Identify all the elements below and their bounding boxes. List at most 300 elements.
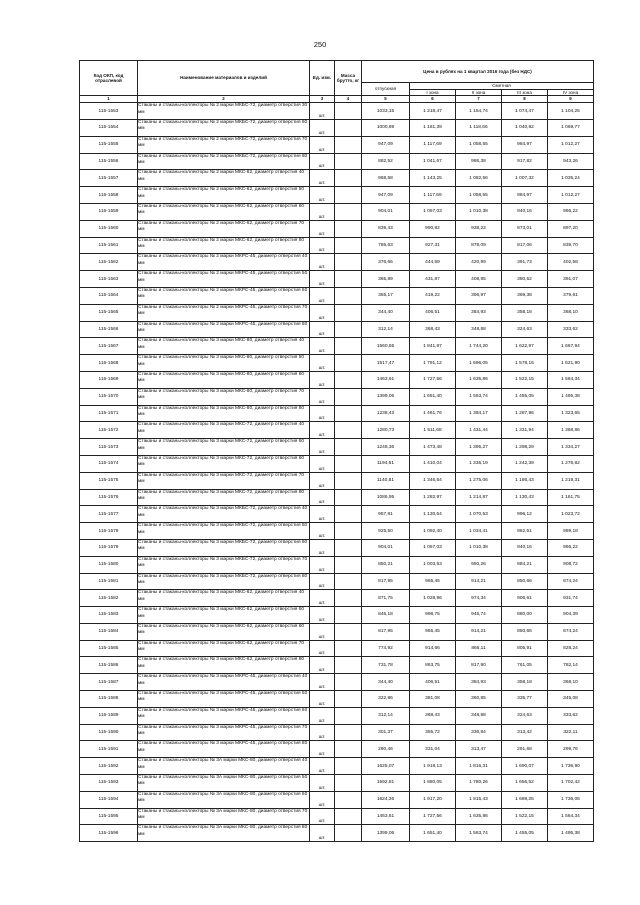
table-row (80, 556, 594, 573)
zone-1-price: 965,45 (410, 623, 456, 640)
item-mass (335, 825, 362, 842)
table-row (80, 170, 594, 187)
zone-2-price: 1 563,74 (456, 825, 502, 842)
table-row (80, 455, 594, 472)
item-unit: шт. (310, 724, 335, 741)
item-name: Стаканы и стаканы-коллекторы № 2 марки МКС-62, диаметр отверстия 70 мм (138, 220, 310, 237)
zone-3-price: 1 622,97 (502, 338, 548, 355)
item-mass (335, 187, 362, 204)
zone-1-price: 1 117,69 (410, 187, 456, 204)
item-mass (335, 657, 362, 674)
zone-2-price: 396,97 (456, 287, 502, 304)
item-mass (335, 489, 362, 506)
zone-2-price: 914,21 (456, 623, 502, 640)
header-zone-2: II зона (456, 89, 502, 96)
zone-1-price: 998,75 (410, 607, 456, 624)
item-unit: шт. (310, 153, 335, 170)
item-unit: шт. (310, 623, 335, 640)
zone-3-price: 291,68 (502, 741, 548, 758)
item-unit: шт. (310, 506, 335, 523)
item-name: Стаканы и стаканы-коллекторы № 2 марки МКБС-72, диаметр отверстия 70 мм (138, 136, 310, 153)
item-unit: шт. (310, 707, 335, 724)
item-mass (335, 724, 362, 741)
item-code: 115-1567 (80, 338, 138, 355)
item-code: 115-1571 (80, 405, 138, 422)
zone-2-price: 950,26 (456, 556, 502, 573)
zone-1-price: 1 067,03 (410, 539, 456, 556)
zone-1-price: 1 282,97 (410, 489, 456, 506)
item-unit: шт. (310, 287, 335, 304)
table-row (80, 791, 594, 808)
item-name: Стаканы и стаканы-коллекторы № 2 марки МКРС-45, диаметр отверстия 60 мм (138, 287, 310, 304)
item-name: Стаканы и стаканы-коллекторы № 2 марки МКБС-72, диаметр отверстия 60 мм (138, 119, 310, 136)
header-price-title: Цена в рублях на 1 квартал 2016 года (без НДС) (362, 61, 594, 83)
table-row (80, 321, 594, 338)
zone-2-price: 1 058,55 (456, 136, 502, 153)
table-header (80, 61, 594, 103)
release-price: 1000,89 (362, 119, 410, 136)
item-unit: шт. (310, 791, 335, 808)
zone-4-price: 1 012,27 (548, 136, 594, 153)
zone-1-price: 1 218,47 (410, 103, 456, 120)
zone-3-price: 335,77 (502, 691, 548, 708)
table-row (80, 691, 594, 708)
item-name: Стаканы и стаканы-коллекторы № 3 марки МКС-62, диаметр отверстия 40 мм (138, 590, 310, 607)
table-row (80, 338, 594, 355)
zone-2-price: 1 070,53 (456, 506, 502, 523)
item-name: Стаканы и стаканы-коллекторы № 2 марки МКБС-72, диаметр отверстия 30 мм (138, 103, 310, 120)
item-unit: шт. (310, 741, 335, 758)
item-code: 115-1568 (80, 355, 138, 372)
zone-2-price: 348,88 (456, 707, 502, 724)
header-mass: Масса брутто, кг (335, 61, 362, 96)
item-name: Стаканы и стаканы-коллекторы № 3А марки МКС-80, диаметр отверстия 40 мм (138, 758, 310, 775)
item-name: Стаканы и стаканы-коллекторы № 2 марки МКРС-45, диаметр отверстия 40 мм (138, 254, 310, 271)
zone-3-price: 1 287,96 (502, 405, 548, 422)
zone-2-price: 313,47 (456, 741, 502, 758)
zone-2-price: 1 384,17 (456, 405, 502, 422)
column-number: 5 (362, 96, 410, 103)
item-name: Стаканы и стаканы-коллекторы № 2 марки МКС-62, диаметр отверстия 40 мм (138, 170, 310, 187)
zone-4-price: 1 161,75 (548, 489, 594, 506)
zone-3-price: 1 074,47 (502, 103, 548, 120)
table-row (80, 775, 594, 792)
zone-2-price: 817,90 (456, 657, 502, 674)
zone-2-price: 1 816,31 (456, 758, 502, 775)
item-code: 115-1586 (80, 657, 138, 674)
zone-4-price: 1 012,27 (548, 187, 594, 204)
item-unit: шт. (310, 607, 335, 624)
zone-1-price: 1 651,40 (410, 388, 456, 405)
item-code: 115-1575 (80, 472, 138, 489)
item-unit: шт. (310, 405, 335, 422)
table-row (80, 136, 594, 153)
item-unit: шт. (310, 455, 335, 472)
item-name: Стаканы и стаканы-коллекторы № 3 марки МКС-80, диаметр отверстия 50 мм (138, 355, 310, 372)
table-row (80, 237, 594, 254)
item-code: 115-1565 (80, 304, 138, 321)
table-row (80, 808, 594, 825)
item-code: 115-1559 (80, 203, 138, 220)
zone-1-price: 990,82 (410, 220, 456, 237)
zone-4-price: 1 323,65 (548, 405, 594, 422)
zone-4-price: 874,24 (548, 573, 594, 590)
item-mass (335, 220, 362, 237)
zone-3-price: 1 689,25 (502, 791, 548, 808)
item-mass (335, 758, 362, 775)
zone-4-price: 1 069,77 (548, 119, 594, 136)
item-code: 115-1576 (80, 489, 138, 506)
release-price: 817,95 (362, 573, 410, 590)
item-name: Стаканы и стаканы-коллекторы № 3 марки МКРС-45, диаметр отверстия 60 мм (138, 707, 310, 724)
zone-4-price: 345,08 (548, 691, 594, 708)
release-price: 344,40 (362, 674, 410, 691)
zone-3-price: 906,61 (502, 590, 548, 607)
zone-4-price: 1 023,72 (548, 506, 594, 523)
item-mass (335, 170, 362, 187)
item-mass (335, 422, 362, 439)
zone-2-price: 1 082,56 (456, 170, 502, 187)
column-number: 8 (502, 96, 548, 103)
item-mass (335, 539, 362, 556)
item-unit: шт. (310, 220, 335, 237)
item-mass (335, 388, 362, 405)
header-zone-4: IV зона (548, 89, 594, 96)
release-price: 365,89 (362, 271, 410, 288)
table-row (80, 405, 594, 422)
zone-2-price: 1 635,86 (456, 808, 502, 825)
item-name: Стаканы и стаканы-коллекторы № 3 марки МКРС-45, диаметр отверстия 70 мм (138, 724, 310, 741)
zone-3-price: 940,16 (502, 203, 548, 220)
item-code: 115-1554 (80, 119, 138, 136)
table-row (80, 355, 594, 372)
zone-4-price: 1 702,42 (548, 775, 594, 792)
item-mass (335, 136, 362, 153)
item-mass (335, 691, 362, 708)
item-name: Стаканы и стаканы-коллекторы № 3 марки МКС-80, диаметр отверстия 80 мм (138, 405, 310, 422)
item-mass (335, 556, 362, 573)
item-code: 115-1588 (80, 691, 138, 708)
table-row (80, 103, 594, 120)
zone-3-price: 324,63 (502, 707, 548, 724)
zone-2-price: 866,11 (456, 640, 502, 657)
item-name: Стаканы и стаканы-коллекторы № 3 марки МКС-72, диаметр отверстия 80 мм (138, 489, 310, 506)
zone-2-price: 914,21 (456, 573, 502, 590)
item-name: Стаканы и стаканы-коллекторы № 3 марки МКБС-72, диаметр отверстия 50 мм (138, 523, 310, 540)
zone-2-price: 1 395,27 (456, 439, 502, 456)
zone-4-price: 322,11 (548, 724, 594, 741)
item-name: Стаканы и стаканы-коллекторы № 3 марки МКС-62, диаметр отверстия 70 мм (138, 640, 310, 657)
item-code: 115-1569 (80, 371, 138, 388)
item-name: Стаканы и стаканы-коллекторы № 3 марки МКБС-72, диаметр отверстия 40 мм (138, 506, 310, 523)
zone-4-price: 1 035,24 (548, 170, 594, 187)
zone-3-price: 884,21 (502, 556, 548, 573)
zone-4-price: 908,72 (548, 556, 594, 573)
zone-2-price: 408,95 (456, 271, 502, 288)
item-name: Стаканы и стаканы-коллекторы № 2 марки МКРС-45, диаметр отверстия 50 мм (138, 271, 310, 288)
release-price: 312,14 (362, 321, 410, 338)
table-row (80, 187, 594, 204)
zone-1-price: 1 130,54 (410, 506, 456, 523)
release-price: 344,40 (362, 304, 410, 321)
item-code: 115-1592 (80, 758, 138, 775)
item-unit: шт. (310, 775, 335, 792)
zone-2-price: 1 815,43 (456, 791, 502, 808)
zone-2-price: 336,84 (456, 724, 502, 741)
item-unit: шт. (310, 674, 335, 691)
zone-1-price: 1 067,03 (410, 203, 456, 220)
item-name: Стаканы и стаканы-коллекторы № 3 марки МКБС-72, диаметр отверстия 70 мм (138, 556, 310, 573)
zone-1-price: 1 181,39 (410, 119, 456, 136)
item-code: 115-1563 (80, 271, 138, 288)
release-price: 280,46 (362, 741, 410, 758)
item-unit: шт. (310, 472, 335, 489)
item-unit: шт. (310, 388, 335, 405)
table-row (80, 539, 594, 556)
zone-3-price: 313,42 (502, 724, 548, 741)
item-mass (335, 607, 362, 624)
item-unit: шт. (310, 187, 335, 204)
item-code: 115-1577 (80, 506, 138, 523)
item-name: Стаканы и стаканы-коллекторы № 3 марки МКБС-72, диаметр отверстия 60 мм (138, 539, 310, 556)
zone-1-price: 1 092,40 (410, 523, 456, 540)
zone-4-price: 379,61 (548, 287, 594, 304)
item-unit: шт. (310, 136, 335, 153)
zone-2-price: 1 563,74 (456, 388, 502, 405)
column-number: 7 (456, 96, 502, 103)
zone-2-price: 1 058,55 (456, 187, 502, 204)
zone-1-price: 406,51 (410, 674, 456, 691)
item-mass (335, 623, 362, 640)
item-mass (335, 472, 362, 489)
table-row (80, 640, 594, 657)
zone-4-price: 943,26 (548, 153, 594, 170)
item-name: Стаканы и стаканы-коллекторы № 3 марки МКС-80, диаметр отверстия 60 мм (138, 371, 310, 388)
zone-4-price: 904,39 (548, 607, 594, 624)
zone-3-price: 1 040,92 (502, 119, 548, 136)
item-code: 115-1580 (80, 556, 138, 573)
item-mass (335, 287, 362, 304)
release-price: 904,01 (362, 539, 410, 556)
item-code: 115-1582 (80, 590, 138, 607)
item-unit: шт. (310, 304, 335, 321)
item-code: 115-1591 (80, 741, 138, 758)
zone-1-price: 1 143,25 (410, 170, 456, 187)
release-price: 1625,07 (362, 758, 410, 775)
zone-4-price: 1 736,90 (548, 758, 594, 775)
item-mass (335, 674, 362, 691)
zone-2-price: 1 118,66 (456, 119, 502, 136)
zone-3-price: 1 331,94 (502, 422, 548, 439)
item-name: Стаканы и стаканы-коллекторы № 3А марки МКС-80, диаметр отверстия 70 мм (138, 808, 310, 825)
zone-2-price: 384,93 (456, 304, 502, 321)
item-code: 115-1590 (80, 724, 138, 741)
zone-2-price: 420,99 (456, 254, 502, 271)
table-row (80, 657, 594, 674)
item-mass (335, 590, 362, 607)
table-body (80, 103, 594, 842)
item-unit: шт. (310, 338, 335, 355)
item-mass (335, 439, 362, 456)
release-price: 947,09 (362, 136, 410, 153)
zone-3-price: 358,18 (502, 674, 548, 691)
zone-2-price: 1 214,87 (456, 489, 502, 506)
table-row (80, 758, 594, 775)
zone-4-price: 966,22 (548, 539, 594, 556)
release-price: 947,09 (362, 187, 410, 204)
item-unit: шт. (310, 119, 335, 136)
zone-3-price: 358,18 (502, 304, 548, 321)
zone-2-price: 1 431,44 (456, 422, 502, 439)
zone-4-price: 1 219,31 (548, 472, 594, 489)
item-name: Стаканы и стаканы-коллекторы № 2 марки МКРС-45, диаметр отверстия 80 мм (138, 321, 310, 338)
item-code: 115-1560 (80, 220, 138, 237)
item-name: Стаканы и стаканы-коллекторы № 3 марки МКС-62, диаметр отверстия 60 мм (138, 623, 310, 640)
table-row (80, 590, 594, 607)
zone-2-price: 1 275,06 (456, 472, 502, 489)
release-price: 1399,06 (362, 825, 410, 842)
zone-3-price: 391,73 (502, 254, 548, 271)
item-code: 115-1557 (80, 170, 138, 187)
header-estimate: Сметная (410, 83, 594, 90)
item-name: Стаканы и стаканы-коллекторы № 2 марки МКБС-72, диаметр отверстия 80 мм (138, 153, 310, 170)
item-name: Стаканы и стаканы-коллекторы № 3 марки МКБС-72, диаметр отверстия 80 мм (138, 573, 310, 590)
item-mass (335, 455, 362, 472)
item-unit: шт. (310, 590, 335, 607)
item-unit: шт. (310, 808, 335, 825)
item-unit: шт. (310, 758, 335, 775)
release-price: 925,50 (362, 523, 410, 540)
zone-3-price: 1 298,29 (502, 439, 548, 456)
table-row (80, 472, 594, 489)
header-release: отпускная (362, 83, 410, 96)
zone-4-price: 1 104,25 (548, 103, 594, 120)
release-price: 957,81 (362, 506, 410, 523)
zone-3-price: 1 007,32 (502, 170, 548, 187)
zone-1-price: 1 003,53 (410, 556, 456, 573)
zone-4-price: 1 564,34 (548, 808, 594, 825)
release-price: 301,37 (362, 724, 410, 741)
table-row (80, 287, 594, 304)
item-unit: шт. (310, 556, 335, 573)
table-row (80, 422, 594, 439)
zone-3-price: 369,38 (502, 287, 548, 304)
item-mass (335, 707, 362, 724)
zone-4-price: 391,07 (548, 271, 594, 288)
zone-4-price: 839,70 (548, 237, 594, 254)
item-mass (335, 640, 362, 657)
item-code: 115-1572 (80, 422, 138, 439)
table-row (80, 741, 594, 758)
item-code: 115-1562 (80, 254, 138, 271)
table-row (80, 623, 594, 640)
zone-1-price: 1 461,76 (410, 405, 456, 422)
release-price: 785,63 (362, 237, 410, 254)
table-row (80, 220, 594, 237)
zone-3-price: 917,82 (502, 153, 548, 170)
zone-3-price: 805,91 (502, 640, 548, 657)
table-row (80, 119, 594, 136)
zone-3-price: 761,05 (502, 657, 548, 674)
zone-3-price: 996,12 (502, 506, 548, 523)
item-unit: шт. (310, 657, 335, 674)
item-code: 115-1594 (80, 791, 138, 808)
item-unit: шт. (310, 539, 335, 556)
zone-1-price: 355,72 (410, 724, 456, 741)
column-number: 9 (548, 96, 594, 103)
zone-1-price: 419,22 (410, 287, 456, 304)
zone-1-price: 1 511,68 (410, 422, 456, 439)
zone-3-price: 850,66 (502, 573, 548, 590)
zone-2-price: 384,93 (456, 674, 502, 691)
zone-4-price: 989,18 (548, 523, 594, 540)
header-code: Код ОКП, код отраслевой (80, 61, 138, 96)
zone-3-price: 880,00 (502, 607, 548, 624)
item-mass (335, 254, 362, 271)
item-mass (335, 775, 362, 792)
zone-1-price: 406,51 (410, 304, 456, 321)
zone-1-price: 368,43 (410, 321, 456, 338)
table-row (80, 707, 594, 724)
zone-4-price: 1 368,86 (548, 422, 594, 439)
item-mass (335, 741, 362, 758)
zone-2-price: 1 635,86 (456, 371, 502, 388)
zone-1-price: 368,43 (410, 707, 456, 724)
item-mass (335, 355, 362, 372)
item-mass (335, 808, 362, 825)
item-code: 115-1584 (80, 623, 138, 640)
zone-1-price: 1 727,56 (410, 808, 456, 825)
column-number-row (80, 96, 594, 103)
item-name: Стаканы и стаканы-коллекторы № 3А марки МКС-80, диаметр отверстия 60 мм (138, 791, 310, 808)
zone-2-price: 348,88 (456, 321, 502, 338)
zone-4-price: 931,74 (548, 590, 594, 607)
item-unit: шт. (310, 825, 335, 842)
item-name: Стаканы и стаканы-коллекторы № 3 марки МКС-62, диаметр отверстия 50 мм (138, 607, 310, 624)
column-number: 1 (80, 96, 138, 103)
release-price: 871,75 (362, 590, 410, 607)
zone-4-price: 1 564,34 (548, 371, 594, 388)
zone-1-price: 914,66 (410, 640, 456, 657)
table-row (80, 254, 594, 271)
item-code: 115-1561 (80, 237, 138, 254)
item-unit: шт. (310, 103, 335, 120)
item-code: 115-1574 (80, 455, 138, 472)
zone-3-price: 984,97 (502, 136, 548, 153)
release-price: 376,66 (362, 254, 410, 271)
item-unit: шт. (310, 355, 335, 372)
zone-4-price: 782,14 (548, 657, 594, 674)
item-code: 115-1595 (80, 808, 138, 825)
zone-4-price: 1 495,38 (548, 825, 594, 842)
item-code: 115-1585 (80, 640, 138, 657)
header-zone-3: III зона (502, 89, 548, 96)
item-mass (335, 405, 362, 422)
zone-1-price: 444,59 (410, 254, 456, 271)
zone-1-price: 1 917,20 (410, 791, 456, 808)
item-mass (335, 304, 362, 321)
item-name: Стаканы и стаканы-коллекторы № 3 марки МКС-72, диаметр отверстия 60 мм (138, 455, 310, 472)
item-name: Стаканы и стаканы-коллекторы № 2 марки МКРС-45, диаметр отверстия 70 мм (138, 304, 310, 321)
item-code: 115-1566 (80, 321, 138, 338)
release-price: 1280,73 (362, 422, 410, 439)
item-unit: шт. (310, 691, 335, 708)
zone-4-price: 1 621,90 (548, 355, 594, 372)
item-mass (335, 338, 362, 355)
release-price: 1463,61 (362, 371, 410, 388)
header-zone-1: I зона (410, 89, 456, 96)
zone-3-price: 1 242,39 (502, 455, 548, 472)
